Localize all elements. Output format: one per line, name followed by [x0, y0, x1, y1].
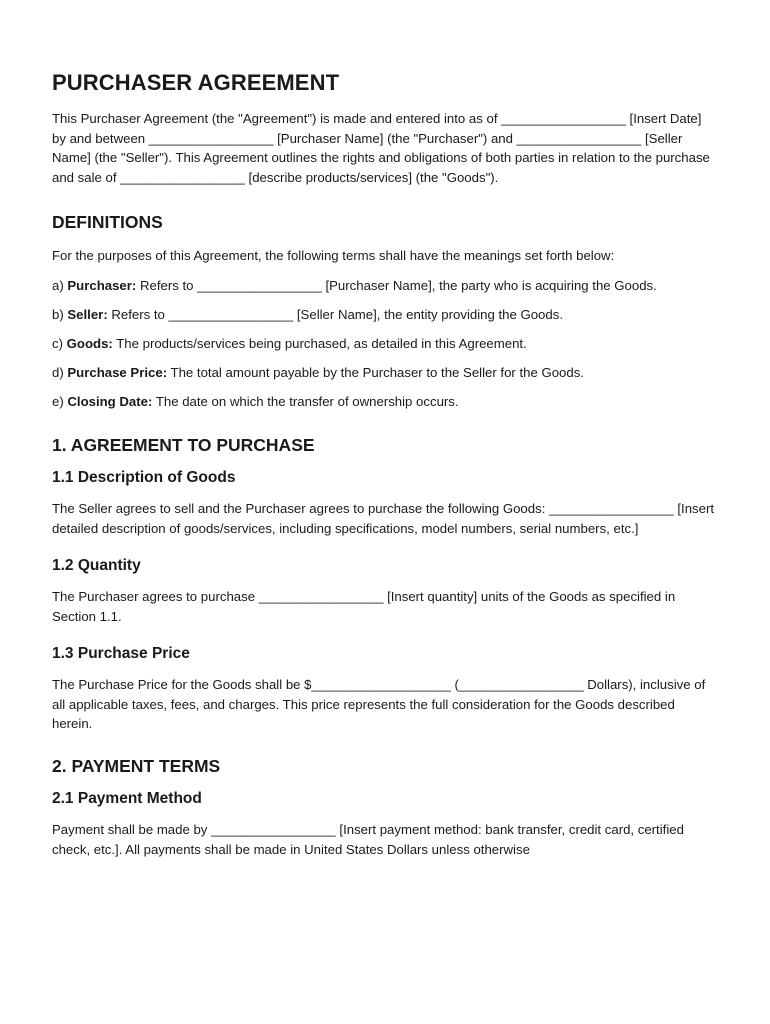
definition-text: Refers to _________________ [Purchaser Name], the party who is acquiring the Goods.: [136, 277, 657, 293]
definition-term: Closing Date:: [67, 394, 153, 410]
section-1-1-text: The Seller agrees to sell and the Purchaser agrees to purchase the following Goods: _________________ [Insert detailed description of goods/services, including specifications, model numbers, serial numbers, etc.]: [52, 500, 715, 536]
section-1-3-heading: 1.3 Purchase Price: [52, 645, 190, 663]
definition-term: Seller:: [67, 306, 108, 322]
definition-marker: e): [52, 394, 68, 410]
definition-text: The total amount payable by the Purchaser to the Seller for the Goods.: [167, 365, 584, 381]
definitions-heading: DEFINITIONS: [52, 212, 163, 233]
definition-text: Refers to _________________ [Seller Name], the entity providing the Goods.: [107, 306, 563, 322]
definition-purchase-price: [52, 363, 717, 383]
document-title: PURCHASER AGREEMENT: [52, 70, 340, 95]
section-2-heading: 2. PAYMENT TERMS: [52, 756, 221, 777]
definitions-list: [52, 276, 717, 412]
definition-marker: a): [52, 277, 68, 293]
definition-marker: c): [52, 335, 67, 351]
definition-marker: b): [52, 306, 68, 322]
section-2-1-heading: 2.1 Payment Method: [52, 790, 202, 808]
definition-term: Purchase Price:: [67, 365, 168, 381]
definition-term: Purchaser:: [67, 277, 137, 293]
definition-term: Goods:: [66, 335, 113, 351]
definitions-lead: For the purposes of this Agreement, the following terms shall have the meanings set forth below:: [52, 248, 615, 264]
definition-text: The products/services being purchased, as detailed in this Agreement.: [112, 335, 527, 351]
definition-text: The date on which the transfer of ownership occurs.: [152, 394, 459, 410]
section-2-1-text: Payment shall be made by _________________ [Insert payment method: bank transfer, credit card, certified check, etc.]. All payments shall be made in United States Dollars unless otherwise: [52, 822, 684, 857]
section-1-3-text: The Purchase Price for the Goods shall be $___________________ (_________________ Dollars), inclusive of all applicable taxes, fees, and charges. This price represents the full consideration for the Goods described herein.: [52, 677, 706, 732]
definition-seller: [52, 305, 717, 325]
definition-purchaser: [52, 276, 717, 296]
intro-paragraph: This Purchaser Agreement (the "Agreement") is made and entered into as of _________________ [Insert Date] by and between _________________ [Purchaser Name] (the "Purchaser") and _________________ [Seller Name] (the "Seller"). This Agreement outlines the rights and obligations of both parties in relation to the purchase and sale of _________________ [describe products/services] (the "Goods").: [52, 111, 710, 185]
section-1-2-heading: 1.2 Quantity: [52, 557, 141, 575]
section-1-2-text: The Purchaser agrees to purchase _________________ [Insert quantity] units of the Goods as specified in Section 1.1.: [52, 589, 676, 624]
section-1-heading: 1. AGREEMENT TO PURCHASE: [52, 434, 315, 455]
section-1-1-heading: 1.1 Description of Goods: [52, 468, 236, 486]
definition-goods: [52, 334, 717, 354]
definition-marker: d): [52, 365, 68, 381]
definition-closing-date: [52, 392, 717, 412]
document-body: [52, 70, 717, 859]
